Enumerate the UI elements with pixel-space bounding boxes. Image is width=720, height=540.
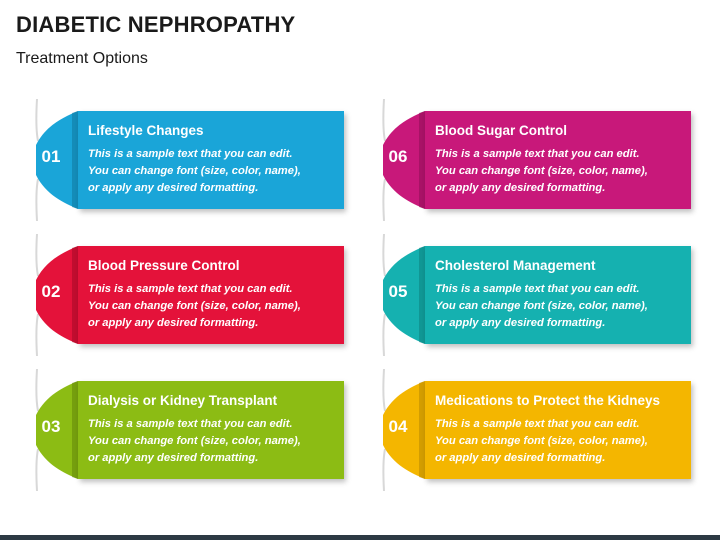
- card-number: 05: [388, 282, 408, 301]
- description-line: This is a sample text that you can edit.: [88, 283, 293, 295]
- card-heading: Medications to Protect the Kidneys: [435, 393, 661, 408]
- card-number: 02: [41, 282, 61, 301]
- card-body: [425, 381, 691, 479]
- description-line: You can change font (size, color, name),: [435, 165, 648, 177]
- card-description: [435, 416, 685, 467]
- card-description: [88, 146, 338, 197]
- description-line: or apply any desired formatting.: [88, 182, 259, 194]
- card-03: [34, 381, 344, 479]
- description-line: or apply any desired formatting.: [435, 317, 606, 329]
- description-line: You can change font (size, color, name),: [88, 300, 301, 312]
- card-number: 03: [41, 417, 61, 436]
- card-description: [435, 281, 685, 332]
- fold-line: [36, 99, 38, 141]
- card-number: 04: [388, 417, 408, 436]
- fold-line: [36, 369, 38, 411]
- description-line: This is a sample text that you can edit.: [435, 148, 640, 160]
- card-01: [34, 111, 344, 209]
- card-description: [88, 281, 338, 332]
- description-line: This is a sample text that you can edit.: [88, 418, 293, 430]
- fold-line: [383, 314, 385, 356]
- card-number: 06: [388, 147, 408, 166]
- description-line: You can change font (size, color, name),: [88, 435, 301, 447]
- fold-line: [36, 234, 38, 276]
- description-line: or apply any desired formatting.: [88, 452, 259, 464]
- description-line: or apply any desired formatting.: [88, 317, 259, 329]
- card-04: [381, 381, 691, 479]
- fold-line: [383, 369, 385, 411]
- card-description: [88, 416, 338, 467]
- bottom-bar: [0, 535, 720, 540]
- card-heading: Lifestyle Changes: [88, 123, 204, 138]
- description-line: or apply any desired formatting.: [435, 452, 606, 464]
- description-line: This is a sample text that you can edit.: [435, 418, 640, 430]
- fold-line: [36, 179, 38, 221]
- card-description: [435, 146, 685, 197]
- card-06: [381, 111, 691, 209]
- page-title: DIABETIC NEPHROPATHY: [16, 12, 296, 37]
- fold-line: [383, 179, 385, 221]
- description-line: This is a sample text that you can edit.: [435, 283, 640, 295]
- description-line: You can change font (size, color, name),: [435, 300, 648, 312]
- fold-line: [383, 449, 385, 491]
- description-line: This is a sample text that you can edit.: [88, 148, 293, 160]
- card-body: [78, 246, 344, 344]
- page-subtitle: Treatment Options: [16, 50, 148, 67]
- card-body: [425, 246, 691, 344]
- fold-line: [383, 234, 385, 276]
- fold-line: [36, 449, 38, 491]
- description-line: You can change font (size, color, name),: [435, 435, 648, 447]
- fold-line: [383, 99, 385, 141]
- fold-line: [36, 314, 38, 356]
- card-heading: Cholesterol Management: [435, 258, 596, 273]
- description-line: You can change font (size, color, name),: [88, 165, 301, 177]
- card-05: [381, 246, 691, 344]
- card-body: [78, 111, 344, 209]
- card-heading: Blood Pressure Control: [88, 258, 240, 273]
- card-body: [78, 381, 344, 479]
- card-heading: Dialysis or Kidney Transplant: [88, 393, 278, 408]
- card-02: [34, 246, 344, 344]
- card-body: [425, 111, 691, 209]
- card-heading: Blood Sugar Control: [435, 123, 567, 138]
- description-line: or apply any desired formatting.: [435, 182, 606, 194]
- card-number: 01: [41, 147, 61, 166]
